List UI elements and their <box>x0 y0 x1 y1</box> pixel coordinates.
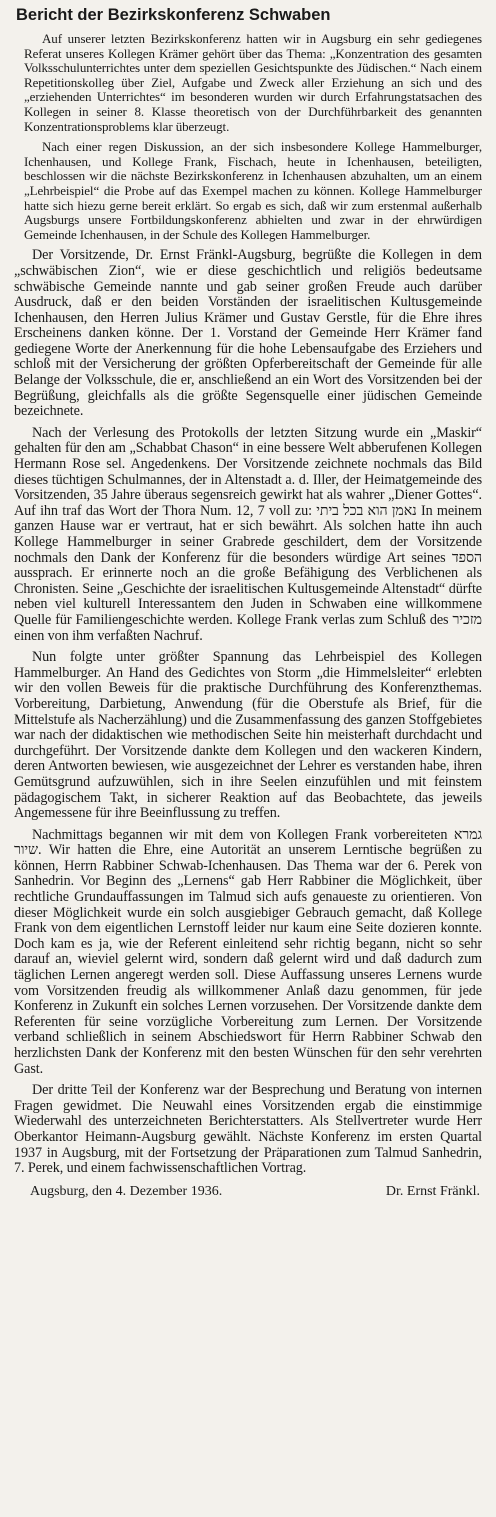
paragraph-6: Nachmittags begannen wir mit dem von Kollegen Frank vorbereiteten גמרא שיור. Wir hatten die Ehre, eine Autorität an unserem Lerntische begrüßen zu können, Herrn Rabbiner Schwab-Ichenhausen. Das Thema war der 6. Perek von Sanhedrin. Vor Beginn des „Lernens“ gab Herr Rabbiner die Möglichkeit, über rechtliche Grundauffassungen im Talmud sich aufs genaueste zu orientieren. Von dieser Möglichkeit wurde ein solch ausgiebiger Gebrauch gemacht, daß Kollege Frank von dem eigentlichen Lernstoff leider nur kaum eine Seite dozieren konnte. Doch kam es ja, wie der Referent einleitend sehr richtig begann, nicht so sehr darauf an, wieviel gelernt wird, sondern daß gelernt wird und daß dadurch zum täglichen Lernen angeregt werden soll. Diese Auffassung unseres Lernens wurde vom Vorsitzenden freudig als willkommener Anlaß dazu genommen, für jede Konferenz in Zukunft ein solches Lernen vorzusehen. Der Vorsitzende dankte dem Referenten für seine vorzügliche Vorbereitung zum Lernen. Der Vorsitzende verband schließlich in seinem Abschiedswort für Herrn Rabbiner Schwab den herzlichsten Dank der Konferenz mit den besten Wünschen für den sehr verehrten Gast. <box>14 826 482 1077</box>
paragraph-3: Der Vorsitzende, Dr. Ernst Fränkl-Augsburg, begrüßte die Kollegen in dem „schwäbischen Zion“, wie er diese geschichtlich und religiös bedeutsame schwäbische Gemeinde nannte und gab seiner großen Freude auch darüber Ausdruck, daß er den beiden Vorständen der israelitischen Kultusgemeinde Ichenhausen, den Herren Julius Krämer und Gustav Gerstle, für die Ehre ihres Erscheinens danken könne. Der 1. Vorstand der Gemeinde Herr Krämer fand gediegene Worte der Anerkennung für die hohe Lebensaufgabe des Erziehers und schloß mit der Versicherung der größten Opferbereitschaft der Gemeinde für alle Belange der Volksschule, die er, anschließend an ein Wort des Vorsitzenden bei der Begrüßung, gleichfalls als die größte Segensquelle einer jüdischen Gemeinde bezeichnete. <box>14 247 482 420</box>
paragraph-2: Nach einer regen Diskussion, an der sich insbesondere Kollege Hammelburger, Ichenhausen, und Kollege Frank, Fischach, heute in Ichenhausen, beteiligten, beschlossen wir die nächste Bezirkskonferenz in Ichenhausen abzuhalten, um an einem „Lehrbeispiel“ die Probe auf das Exempel machen zu können. Kollege Hammelburger hatte sich hiezu gerne bereit erklärt. So ergab es sich, daß wir zum erstenmal außerhalb Augsburgs unsere Fortbildungskonferenz abhielten und zwar in der ehrwürdigen Gemeinde Ichenhausen, in der Schule des Kollegen Hammelburger. <box>24 139 482 242</box>
closing-line <box>14 1183 482 1201</box>
place-date: Augsburg, den 4. Dezember 1936. <box>30 1183 223 1199</box>
paragraph-7: Der dritte Teil der Konferenz war der Besprechung und Beratung von internen Fragen gewidmet. Die Neuwahl eines Vorsitzenden ergab die einstimmige Wiederwahl des unterzeichneten Berichterstatters. Als Stellvertreter wurde Herr Oberkantor Heimann-Augsburg gewählt. Nächste Konferenz im ersten Quartal 1937 in Augsburg, mit der Fortsetzung der Präparationen zum Talmud Sanhedrin, 7. Perek, und einem fachwissenschaftlichen Vortrag. <box>14 1082 482 1177</box>
paragraph-5: Nun folgte unter größter Spannung das Lehrbeispiel des Kollegen Hammelburger. An Hand des Gedichtes von Storm „die Himmelsleiter“ erlebten wir den vollen Beweis für die praktische Durchführung des Konferenzthemas. Vorbereitung, Darbietung, Anwendung (für die Oberstufe als Brief, für die Mittelstufe als Nacherzählung) und die Zusammenfassung des ganzen Stoffgebietes war nach der didaktischen wie methodischen Seite hin meisterhaft durchdacht und durchgeführt. Der Vorsitzende dankte dem Kollegen und den wackeren Kindern, deren Antworten bewiesen, wie ausgezeichnet der Lehrer es verstanden habe, ihren Gemütsgrund aufzuwühlen, sich in ihre Seelen einzufühlen und mit feinstem pädagogischem Takt, in sicherer Reaktion auf das Beobachtete, das jeweils Angemessene für ihre Beeinflussung zu treffen. <box>14 649 482 822</box>
article-title: Bericht der Bezirkskonferenz Schwaben <box>16 6 331 24</box>
paragraph-1: Auf unserer letzten Bezirkskonferenz hatten wir in Augsburg ein sehr gediegenes Referat unseres Kollegen Krämer gehört über das Thema: „Konzentration des gesamten Volksschulunterrichtes unter dem speziellen Gesichtspunkte des Jüdischen.“ Nach einem Repetitionskolleg über Ziel, Aufgabe und Zweck aller Erziehung an sich und des „erziehenden Unterrichtes“ im besonderen wurden wir durch Erfahrungstatsachen des Kollegen in seiner 8. Klasse theoretisch von der Durchführbarkeit des genannten Konzentrationsproblems klar überzeugt. <box>24 31 482 134</box>
paragraph-4: Nach der Verlesung des Protokolls der letzten Sitzung wurde ein „Maskir“ gehalten für den am „Schabbat Chason“ in eine bessere Welt abberufenen Kollegen Hermann Rose sel. Angedenkens. Der Vorsitzende zeichnete nochmals das Bild dieses tüchtigen Schulmannes, der in Altenstadt a. d. Iller, der Heimatgemeinde des Vorsitzenden, 35 Jahre überaus segensreich gewirkt hat als wahrer „Diener Gottes“. Auf ihn traf das Wort der Thora Num. 12, 7 voll zu: נאמן הוא בכל ביתי In meinem ganzen Hause war er vertraut, hat er sich bewährt. Als solchen hatte ihn auch Kollege Hammelburger in seiner Grabrede geschildert, dem der Vorsitzende nochmals den Dank der Konferenz für die besonders würdige Art seines הספד aussprach. Er erinnerte noch an die große Befähigung des Verblichenen als Chronisten. Seine „Geschichte der israelitischen Kultusgemeinde Altenstadt“ dürfte neben viel kulturell Interessantem den Juden in Schwaben eine willkommene Quelle für Familiengeschichte werden. Kollege Frank verlas zum Schluß des מזכיר einen von ihm verfaßten Nachruf. <box>14 424 482 644</box>
signature: Dr. Ernst Fränkl. <box>385 1183 480 1199</box>
